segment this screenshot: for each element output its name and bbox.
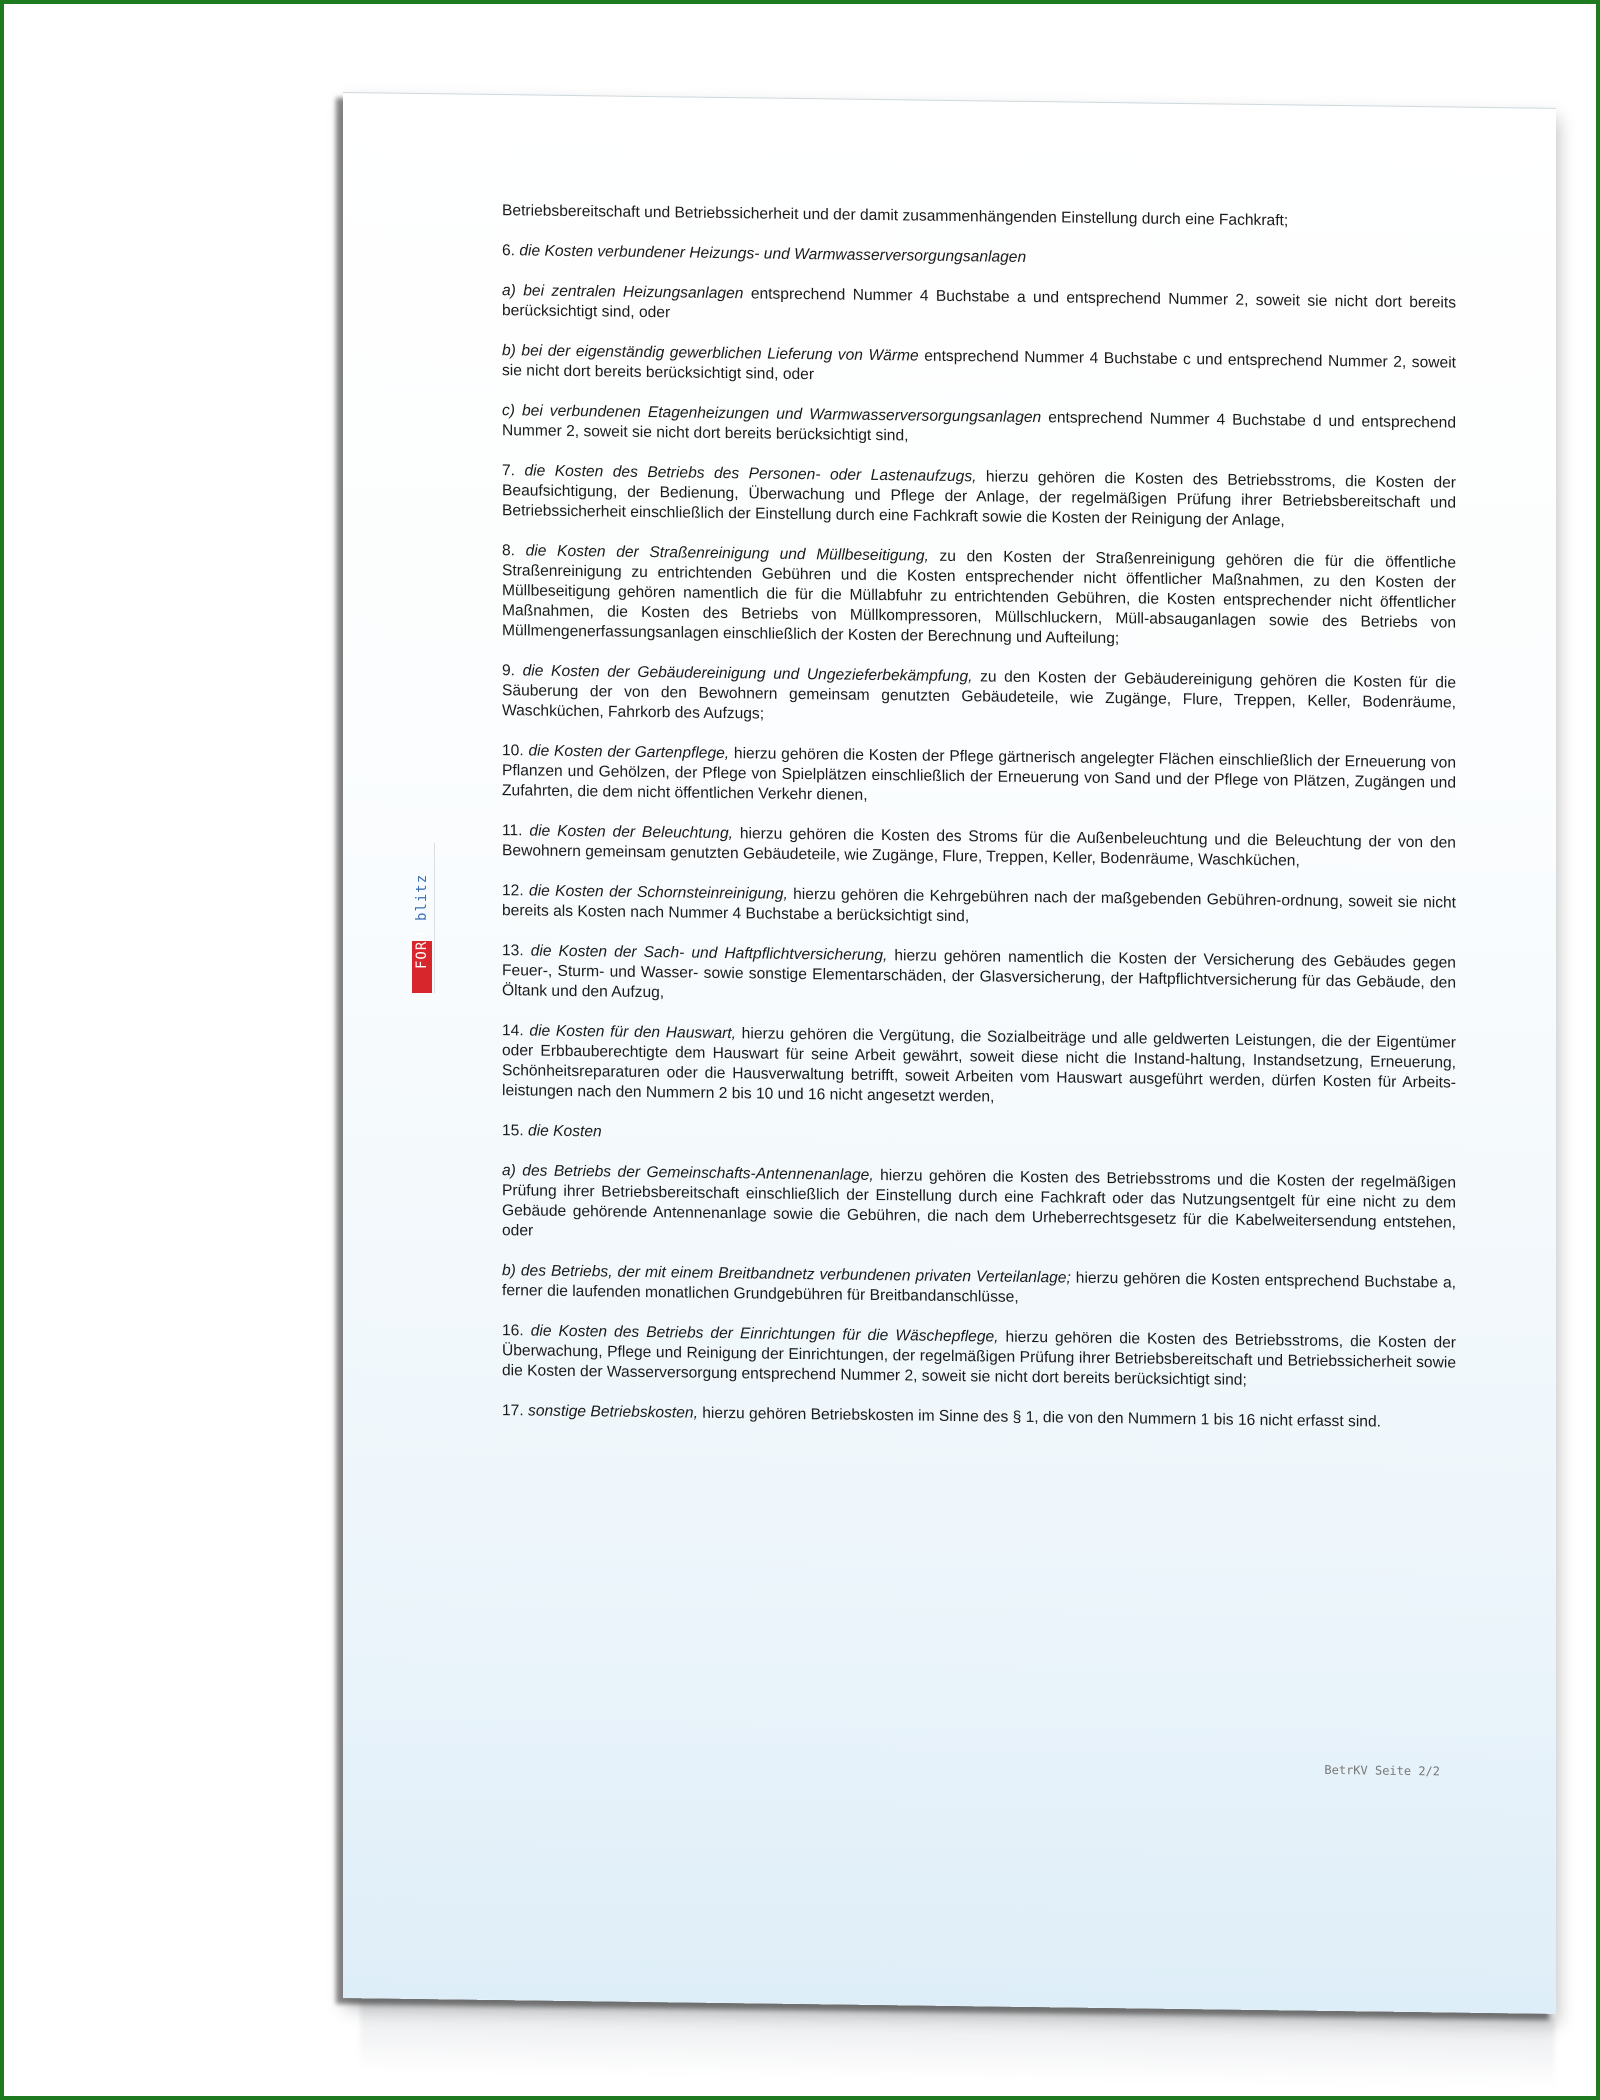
paragraph-rest: hierzu gehören Betriebskosten im Sinne des § 1, die von den Nummern 1 bis 16 nicht erfasst sind.	[697, 1404, 1381, 1431]
paragraph-rest: hierzu gehören die Kosten des Betriebsstroms und die Kosten der regelmäßigen Prüfung ihrer Betriebsbereitschaft einschließlich der Einstellung durch eine Fachkraft oder das Nutzungsentgelt für eine nicht zu dem Gebäude gehörende Antennenanlage sowie die Gebühren, die nach dem Urheberrechtsgesetz für die Kabelweitersendung entstehen, oder	[502, 1166, 1456, 1240]
paragraph	[502, 341, 1456, 393]
paragraph-em: die Kosten verbundener Heizungs- und Warmwasserversorgungsanlagen	[519, 242, 1027, 266]
paragraph-rest: entsprechend Nummer 4 Buchstabe a und entsprechend Nummer 2, soweit sie nicht dort bereits berücksichtigt sind, oder	[502, 285, 1456, 322]
page-footer: BetrKV Seite 2/2	[1324, 1762, 1440, 1779]
paragraph-lead: 10.	[502, 742, 529, 760]
paragraph	[502, 461, 1456, 533]
document-body	[502, 201, 1456, 1453]
paragraph-em: die Kosten der Schornsteinreinigung,	[529, 882, 788, 903]
paragraph	[502, 241, 1456, 273]
logo-form-text: FORM	[414, 931, 430, 969]
paragraph-em: die Kosten der Beleuchtung,	[529, 822, 733, 843]
paragraph-rest: hierzu gehören die Kosten des Betriebsstroms, die Kosten der Überwachung, Pflege und Reinigung der Einrichtungen, der regelmäßigen Prüfung ihrer Betriebsbereitschaft und Betriebssicherheit sowie die Kosten der Wasserversorgung entsprechend Nummer 2, soweit sie nicht dort bereits berücksichtigt sind;	[502, 1328, 1456, 1389]
paragraph-em: a) des Betriebs der Gemeinschafts-Antennenanlage,	[502, 1162, 874, 1184]
paragraph-lead: 6.	[502, 242, 520, 260]
paragraph-em: b) bei der eigenständig gewerblichen Lieferung von Wärme	[502, 342, 919, 365]
paragraph-rest: entsprechend Nummer 4 Buchstabe d und entsprechend Nummer 2, soweit sie nicht dort bereits berücksichtigt sind,	[502, 409, 1456, 445]
paragraph-em: b) des Betriebs, der mit einem Breitbandnetz verbundenen privaten Verteilanlage;	[502, 1262, 1071, 1287]
paragraph-rest: hierzu gehören die Kosten entsprechend Buchstabe a, ferner die laufenden monatlichen Grundgebühren für Breitbandanschlüsse,	[502, 1269, 1456, 1306]
paragraph-em: die Kosten des Betriebs des Personen- oder Lastenaufzugs,	[524, 462, 977, 486]
paragraph	[502, 1401, 1456, 1433]
paragraph-lead: 9.	[502, 662, 523, 680]
paragraph-rest: hierzu gehören die Kosten des Stroms für die Außenbeleuchtung und die Beleuchtung der von den Bewohnern gemeinsam genutzten Gebäudeteile, wie Zugänge, Flure, Treppen, Keller, Bodenräume, Waschküchen,	[502, 825, 1456, 870]
paragraph-lead: 17.	[502, 1402, 529, 1420]
paragraph	[502, 1021, 1456, 1113]
paragraph-rest: entsprechend Nummer 4 Buchstabe c und entsprechend Nummer 2, soweit sie nicht dort bereits berücksichtigt sind, oder	[502, 347, 1456, 384]
paragraph-rest: hierzu gehören die Kosten des Betriebsstroms, die Kosten der Beaufsichtigung, der Bedienung, Überwachung und Pflege der Anlage, der regelmäßigen Prüfung ihrer Betriebsbereitschaft und Betriebssicherheit einschließlich der Einstellung durch eine Fachkraft sowie die Kosten der Reinigung der Anlage,	[502, 468, 1456, 530]
paragraph-rest: hierzu gehören die Vergütung, die Sozialbeiträge und alle geldwerten Leistungen, die der Eigentümer oder Erbbauberechtigte dem Hauswart für seine Arbeit gewährt, soweit diese nicht die Instand-haltung, Instandsetzung, Erneuerung, Schönheitsreparaturen oder die Hausverwaltung betrifft, soweit Arbeiten vom Hauswart ausgeführt werden, dürfen Kosten für Arbeits-leistungen nach den Nummern 2 bis 10 und 16 nicht angesetzt werden,	[502, 1025, 1457, 1106]
paragraph-lead: 11.	[502, 822, 530, 840]
paragraph-em: die Kosten des Betriebs der Einrichtungen für die Wäschepflege,	[530, 1322, 999, 1346]
paragraph-lead: 7.	[502, 462, 525, 480]
paragraph-lead: 12.	[502, 882, 530, 900]
paragraph	[502, 281, 1456, 333]
paragraph-rest: hierzu gehören die Kehrgebühren nach der maßgebenden Gebühren-ordnung, soweit sie nicht bereits als Kosten nach Nummer 4 Buchstabe a berücksichtigt sind,	[502, 885, 1457, 926]
paragraph-lead: 13.	[502, 942, 531, 960]
paragraph-em: sonstige Betriebskosten,	[528, 1402, 698, 1422]
document-page	[343, 92, 1556, 2014]
paragraph-rest: zu den Kosten der Gebäudereinigung gehören die Kosten für die Säuberung der von den Bewohnern gemeinsam genutzten Gebäudeteile, wie Zugänge, Flure, Treppen, Keller, Bodenräume, Waschküchen, Fahrkorb des Aufzugs;	[502, 668, 1457, 723]
paragraph	[502, 661, 1456, 733]
paragraph-em: a) bei zentralen Heizungsanlagen	[502, 282, 744, 303]
paragraph-em: c) bei verbundenen Etagenheizungen und Warmwasserversorgungsanlagen	[502, 402, 1042, 427]
paragraph-rest: hierzu gehören namentlich die Kosten der Versicherung des Gebäudes gegen Feuer-, Sturm- und Wasser- sowie sonstige Elementarschäden, der Glasversicherung, der Haftpflichtversicherung für das Gebäude, den Öltank und den Aufzug,	[502, 947, 1456, 1002]
paragraph-lead: 15.	[502, 1122, 529, 1140]
paragraph-em: die Kosten der Gartenpflege,	[528, 742, 730, 763]
paragraph	[502, 1321, 1456, 1393]
logo-text	[412, 874, 432, 973]
paragraph	[502, 1121, 1456, 1153]
paragraph-em: die Kosten der Straßenreinigung und Müllbeseitigung,	[525, 542, 929, 565]
paragraph-lead: 8.	[502, 542, 526, 560]
paragraph-rest: hierzu gehören die Kosten der Pflege gärtnerisch angelegter Flächen einschließlich der Erneuerung von Pflanzen und Gehölzen, der Pflege von Spielplätzen einschließlich der Erneuerung von Sand und der Pflege von Plätzen, Zugängen und Zufahrten, die dem nicht öffentlichen Verkehr dienen,	[502, 745, 1456, 804]
paragraph-lead: 16.	[502, 1322, 531, 1340]
paragraph	[502, 881, 1456, 933]
logo-divider	[434, 843, 435, 993]
paragraph-rest: Betriebsbereitschaft und Betriebssicherheit und der damit zusammenhängenden Einstellung durch eine Fachkraft;	[502, 202, 1289, 230]
paragraph-lead: 14.	[502, 1022, 530, 1040]
paragraph	[502, 401, 1456, 453]
paragraph-em: die Kosten	[528, 1122, 602, 1141]
paragraph	[502, 1261, 1456, 1313]
paragraph-em: die Kosten der Gebäudereinigung und Ungezieferbekämpfung,	[522, 662, 973, 686]
formblitz-logo	[412, 843, 432, 993]
paragraph-em: die Kosten für den Hauswart,	[529, 1022, 736, 1043]
logo-blitz-text: blitz	[414, 873, 430, 921]
paragraph	[502, 941, 1456, 1013]
paragraph	[502, 741, 1456, 813]
paragraph	[502, 1161, 1456, 1253]
paragraph	[502, 201, 1456, 233]
paragraph-rest: zu den Kosten der Straßenreinigung gehören die für die öffentliche Straßenreinigung zu entrichtenden Gebühren und die Kosten entsprechender nicht öffentlicher Maßnahmen, zu den Kosten der Müllbeseitigung gehören namentlich die für die Müllabfuhr zu entrichtenden Gebühren, die Kosten entsprechender nicht öffentlicher Maßnahmen, die Kosten des Betriebs von Müllkompressoren, Müllschluckern, Müll-absauganlagen sowie des Betriebs von Müllmengenerfassungsanlagen einschließlich der Kosten der Berechnung und Aufteilung;	[502, 547, 1457, 648]
paragraph	[502, 541, 1456, 653]
paragraph	[502, 821, 1456, 873]
paragraph-em: die Kosten der Sach- und Haftpflichtversicherung,	[530, 942, 888, 965]
